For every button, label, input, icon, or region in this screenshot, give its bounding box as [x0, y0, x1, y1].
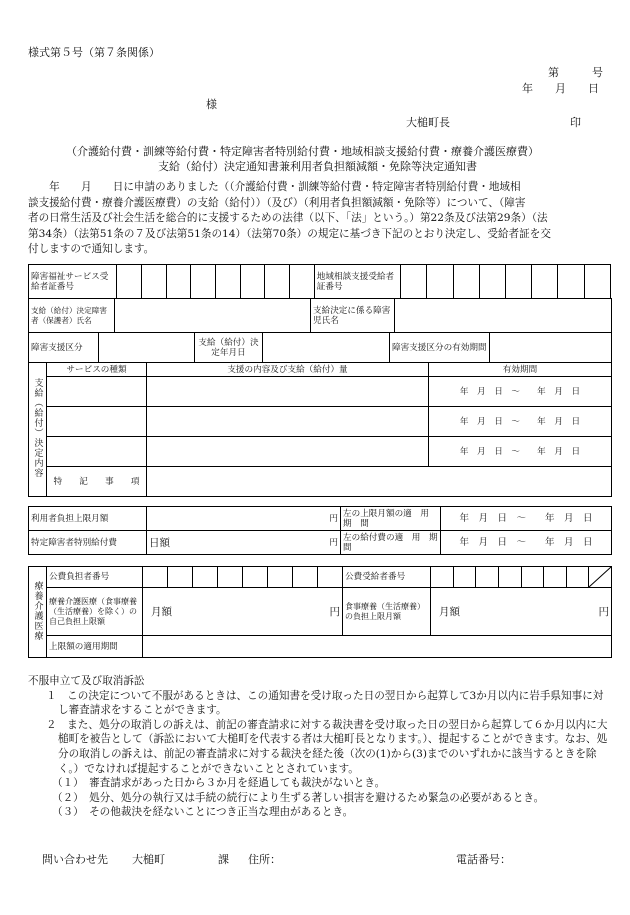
- payer-no-label: 公費負担者番号: [47, 567, 143, 588]
- digit-cell[interactable]: [293, 567, 318, 588]
- yen-unit: 円: [329, 513, 338, 524]
- digit-cell[interactable]: [166, 265, 191, 299]
- recipient-no-label: 障害福祉サービス受給者証番号: [29, 265, 117, 299]
- special-benefit-label: 特定障害者特別給付費: [29, 531, 147, 555]
- title-line1: （介護給付費・訓練等給付費・特定障害者特別給付費・地域相談支援給付費・療養介護医療費）: [66, 145, 539, 158]
- yen-unit: 円: [329, 605, 340, 618]
- support-class-label: 障害支援区分: [29, 333, 99, 363]
- valid-period-field[interactable]: 年 月 日 〜 年 月 日: [429, 437, 612, 467]
- mayor-name: 大槌町長: [406, 116, 450, 129]
- note-sub-3: （３） その他裁決を経ないことにつき正当な理由があるとき。: [52, 806, 354, 819]
- content-field[interactable]: [147, 437, 429, 467]
- limit-period-label: 左の上限月額の適 用 期 間: [341, 507, 441, 531]
- note-sub-1: （１） 審査請求があった日から３か月を経過しても裁決がないとき。: [52, 777, 386, 790]
- content-header: 支援の内容及び支給（給付）量: [147, 363, 429, 377]
- benefit-period-field[interactable]: 年 月 日 〜 年 月 日: [441, 531, 612, 555]
- body-line: 第34条）（法第51条の７及び法第51条の14）（法第70条）の規定に基づき下記のとおり決定し、受給者証を交: [28, 227, 551, 240]
- meal-limit-field[interactable]: [431, 588, 612, 636]
- digit-cell[interactable]: [479, 265, 505, 299]
- special-notes-field[interactable]: [147, 467, 612, 497]
- decision-content-table: [28, 362, 612, 497]
- digit-cell[interactable]: [265, 265, 290, 299]
- diagonal-line-icon: [589, 567, 611, 587]
- digit-cell[interactable]: [544, 567, 567, 588]
- limit-period-field[interactable]: [143, 636, 612, 658]
- digit-cell[interactable]: [143, 567, 168, 588]
- public-recipient-no-label: 公費受給者番号: [343, 567, 431, 588]
- seal-mark: 印: [570, 116, 581, 129]
- contact-phone: 電話番号：: [456, 853, 511, 866]
- recipient-number-table: [28, 264, 611, 299]
- note-item-2: ２ また、処分の取消しの訴えは、前記の審査請求に対する裁決書を受け取った日の翌日から起算して６か月以内に大槌町を被告として（訴訟において大槌町を代表する者は大槌町長となります。）、提起することができます。なお、処分の取消しの訴えは、前記の審査請求に対する裁決を経た後（次の(1)から(3)までのいずれかに該当するときを除く。）でなければ提起することができないこととされています。: [46, 718, 608, 775]
- contact-address: 住所：: [248, 853, 281, 866]
- digit-cell[interactable]: [498, 567, 521, 588]
- appeal-notes: [28, 674, 613, 820]
- medical-care-table: [28, 566, 612, 658]
- digit-cell[interactable]: [168, 567, 193, 588]
- digit-cell[interactable]: [453, 567, 476, 588]
- burden-limit-field[interactable]: [147, 507, 341, 531]
- name-table: [28, 298, 612, 333]
- digit-cell[interactable]: [521, 567, 544, 588]
- class-period-label: 障害支援区分の有効期間: [390, 333, 490, 363]
- decision-date-label: 支給（給付）決定年月日: [195, 333, 263, 363]
- contact-section: 課: [218, 853, 229, 866]
- body-line: 者の日常生活及び社会生活を総合的に支援するための法律（以下、「法」という。）第22条及び法第29条）（法: [28, 212, 548, 225]
- limit-period-field[interactable]: 年 月 日 〜 年 月 日: [441, 507, 612, 531]
- meal-limit-label: 食事療養（生活療養）の負担上限月額: [343, 588, 431, 636]
- digit-cell[interactable]: [240, 265, 265, 299]
- child-name-field[interactable]: [395, 299, 612, 333]
- addressee-suffix: 様: [206, 98, 217, 111]
- document-number: 第 号: [548, 66, 603, 79]
- digit-cell[interactable]: [453, 265, 479, 299]
- digit-cell[interactable]: [476, 567, 499, 588]
- title-line2: 支給（給付）決定通知書兼利用者負担額減額・免除等決定通知書: [158, 160, 477, 173]
- decision-date-field[interactable]: [263, 333, 390, 363]
- form-number: 様式第５号（第７条関係）: [28, 46, 160, 59]
- digit-cell[interactable]: [142, 265, 167, 299]
- digit-cell[interactable]: [218, 567, 243, 588]
- medical-side-label: 療養介護医療: [32, 580, 43, 641]
- yen-unit: 円: [329, 537, 338, 548]
- contact-label: 問い合わせ先: [42, 853, 108, 866]
- digit-cell[interactable]: [566, 567, 589, 588]
- body-line: 談支援給付費・療養介護医療費）の支給（給付））（及び）（利用者負担額減額・免除等）について、（障害: [28, 196, 526, 209]
- document-date: 年 月 日: [522, 82, 599, 95]
- valid-period-field[interactable]: 年 月 日 〜 年 月 日: [429, 377, 612, 407]
- yen-unit: 円: [598, 605, 609, 618]
- special-benefit-field[interactable]: [147, 531, 341, 555]
- content-field[interactable]: [147, 377, 429, 407]
- monthly-label: 月額: [439, 605, 460, 618]
- regional-no-label: 地域相談支援受給者証番号: [314, 265, 400, 299]
- burden-limit-table: [28, 506, 612, 555]
- digit-cell[interactable]: [193, 567, 218, 588]
- digit-cell[interactable]: [268, 567, 293, 588]
- digit-cell[interactable]: [427, 265, 453, 299]
- digit-cell[interactable]: [584, 265, 610, 299]
- content-field[interactable]: [147, 407, 429, 437]
- service-type-field[interactable]: [47, 407, 147, 437]
- digit-cell[interactable]: [532, 265, 558, 299]
- notes-heading: 不服申立て及び取消訴訟: [28, 675, 145, 687]
- digit-cell[interactable]: [290, 265, 315, 299]
- digit-cell[interactable]: [558, 265, 584, 299]
- digit-cell[interactable]: [243, 567, 268, 588]
- contact-town: 大槌町: [132, 853, 165, 866]
- digit-cell[interactable]: [191, 265, 216, 299]
- valid-period-field[interactable]: 年 月 日 〜 年 月 日: [429, 407, 612, 437]
- note-item-1: １ この決定について不服があるときは、この通知書を受け取った日の翌日から起算して3か月以内に岩手県知事に対し審査請求をすることができます。: [46, 689, 604, 717]
- service-type-field[interactable]: [47, 377, 147, 407]
- service-type-field[interactable]: [47, 437, 147, 467]
- benefit-period-label: 左の給付費の適 用 期 間: [341, 531, 441, 555]
- body-paragraph: [28, 180, 608, 258]
- diagonal-cell: [589, 567, 612, 588]
- service-type-header: サービスの種類: [47, 363, 147, 377]
- digit-cell[interactable]: [117, 265, 142, 299]
- limit-period-label: 上限額の適用期間: [47, 636, 143, 658]
- decided-person-label: 支給（給付）決定障害者（保護者）氏名: [29, 299, 115, 333]
- digit-cell[interactable]: [506, 265, 532, 299]
- special-notes-label: 特 記 事 項: [47, 467, 147, 497]
- digit-cell[interactable]: [401, 265, 427, 299]
- self-burden-field[interactable]: [143, 588, 343, 636]
- digit-cell[interactable]: [431, 567, 454, 588]
- self-burden-label: 療養介護医療（食事療養（生活療養）を除く）の自己負担上限額: [47, 588, 143, 636]
- class-period-field[interactable]: [490, 333, 612, 363]
- digit-cell[interactable]: [318, 567, 343, 588]
- monthly-label: 月額: [151, 605, 172, 618]
- support-class-table: [28, 332, 612, 363]
- body-line: 年 月 日に申請のありました（（介護給付費・訓練等給付費・特定障害者特別給付費・地域相: [28, 181, 521, 193]
- decision-side-label: 支給（給付）決定内容: [32, 378, 43, 478]
- child-name-label: 支給決定に係る障害児氏名: [311, 299, 395, 333]
- burden-limit-label: 利用者負担上限月額: [29, 507, 147, 531]
- decided-person-field[interactable]: [115, 299, 311, 333]
- daily-label: 日額: [149, 536, 170, 549]
- digit-cell[interactable]: [216, 265, 241, 299]
- valid-period-header: 有効期間: [429, 363, 612, 377]
- note-sub-2: （２） 処分、処分の執行又は手続の続行により生ずる著しい損害を避けるため緊急の必要があるとき。: [52, 791, 545, 804]
- body-line: 付しますので通知します。: [28, 243, 155, 256]
- support-class-field[interactable]: [99, 333, 195, 363]
